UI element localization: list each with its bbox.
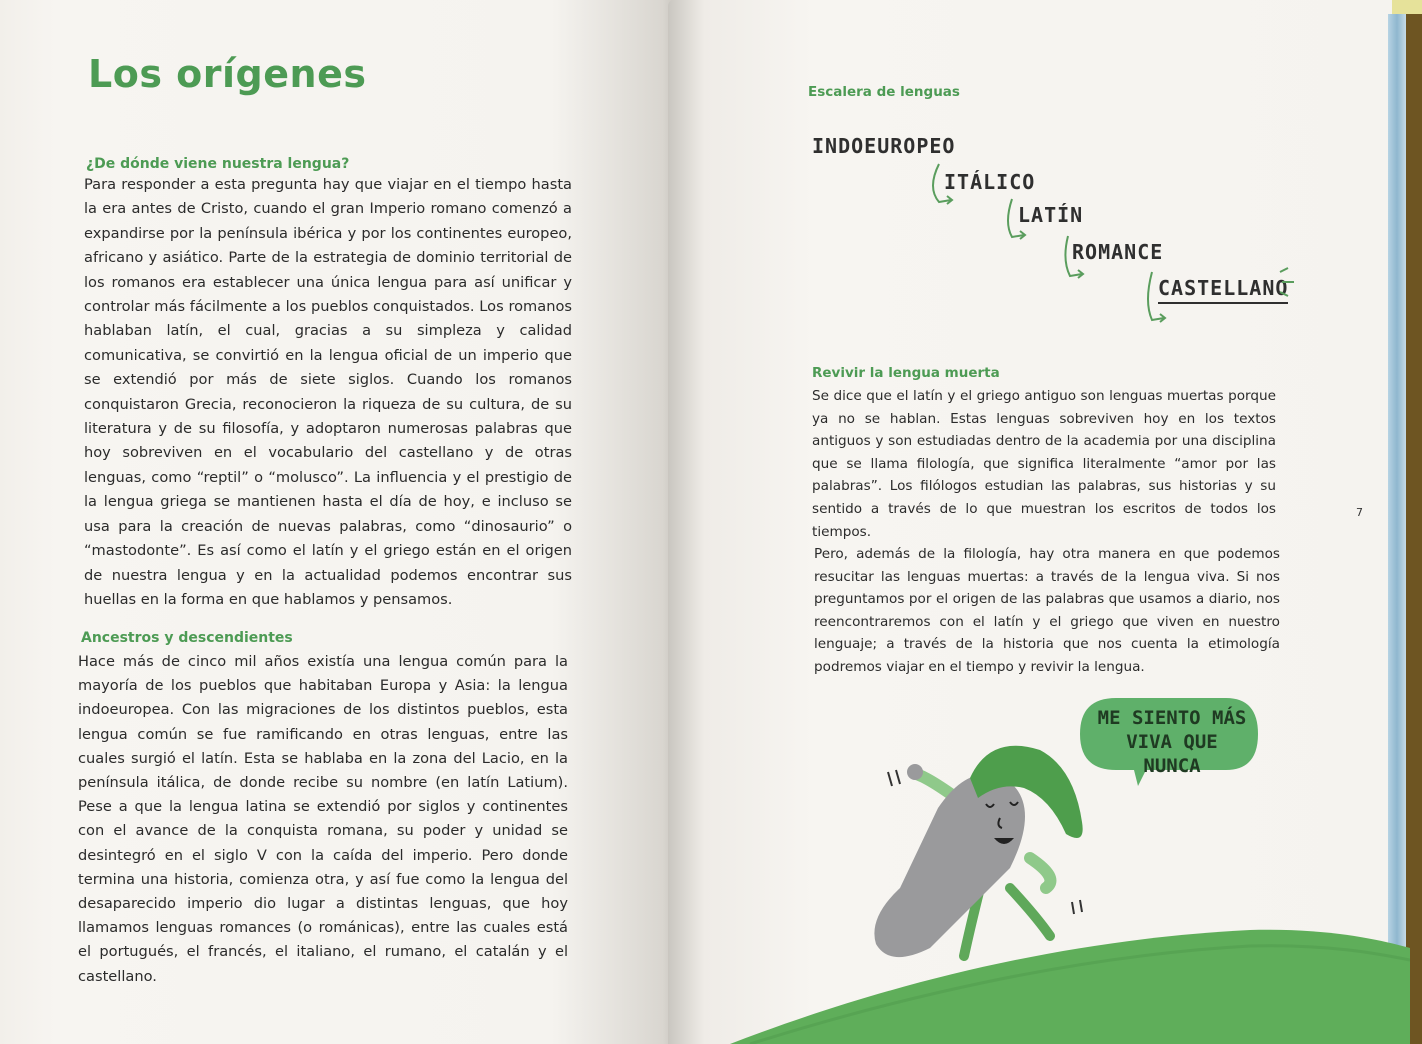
section-heading-ancestors: Ancestros y descendientes — [81, 630, 293, 646]
ladder-step-italico: ITÁLICO — [944, 170, 1036, 194]
sparkle-icon — [1274, 266, 1298, 302]
ladder-arrow-icon — [925, 160, 965, 210]
section-heading-origin: ¿De dónde viene nuestra lengua? — [86, 156, 350, 172]
character-illustration — [860, 738, 1110, 978]
ladder-title: Escalera de lenguas — [808, 84, 960, 100]
section-text-origin: Para responder a esta pregunta hay que viajar en el tiempo hasta la era antes de Cristo, cuando el gran Imperio romano comenzó a expandirse por la península ibérica y por los continentes europeo, africano y asiático. Parte de la estrategia de dominio territorial de los romanos era establecer una única lengua para así unificar y controlar más fácilmente a los pueblos conquistados. Los romanos hablaban latín, el cual, gracias a su simpleza y calidad comunicativa, se convirtió en la lengua oficial de un imperio que se extendió por más de siete siglos. Cuando los romanos conquistaron Grecia, reconocieron la riqueza de su cultura, de su literatura y de su filosofía, y adoptaron numerosas palabras que hoy sobreviven en el vocabulario del castellano y de otras lenguas, como “reptil” o “molusco”. La influencia y el prestigio de la lengua griega se mantienen hasta el día de hoy, e incluso se usa para la creación de nuevas palabras, como “dinosaurio” o “mastodonte”. Es así como el latín y el griego están en el origen de nuestra lengua y en la actualidad podemos encontrar sus huellas en la forma en que hablamos y pensamos. — [84, 176, 572, 608]
section-text-revive-1: Se dice que el latín y el griego antiguo son lenguas muertas porque ya no se hablan. Estas lenguas sobreviven hoy en los textos antiguos y son estudiadas dentro de la academia por una disciplina que se llama filología, que significa literalmente “amor por las palabras”. Los filólogos estudian las palabras, sus historias y su sentido a través de lo que muestran los escritos de todos los tiempos. — [812, 388, 1276, 540]
ladder-step-latin: LATÍN — [1018, 203, 1084, 227]
ladder-arrow-icon — [998, 195, 1038, 245]
ladder-step-castellano: CASTELLANO — [1158, 276, 1288, 304]
section-heading-revive: Revivir la lengua muerta — [812, 365, 1000, 381]
ladder-step-romance: ROMANCE — [1072, 240, 1164, 264]
book-edge-shadow — [1406, 14, 1422, 1044]
speech-bubble-text: ME SIENTO MÁS VIVA QUE NUNCA — [1097, 707, 1247, 777]
page-title: Los orígenes — [88, 52, 367, 96]
ladder-arrow-icon — [1056, 232, 1096, 282]
section-text-revive-2: Pero, además de la filología, hay otra manera en que podemos resucitar las lenguas muertas: a través de la lengua viva. Si nos preguntamos por el origen de las palabras que usamos a diario, nos reencontraremos con el latín y el griego que viven en nuestro lenguaje; a través de la historia que nos cuenta la etimología podremos viajar en el tiempo y revivir la lengua. — [814, 546, 1280, 675]
section-text-ancestors: Hace más de cinco mil años existía una lengua común para la mayoría de los pueblos que habitaban Europa y Asia: la lengua indoeuropea. Con las migraciones de los distintos pueblos, esta lengua común se fue ramificando en otras lenguas, entre las cuales surgió el latín. Esta se hablaba en la zona del Lacio, en la península itálica, de donde recibe su nombre (en latín Latium). Pese a que la lengua latina se extendió por siglos y continentes con el avance de la conquista romana, su poder y unidad se desintegró en el siglo V con la caída del imperio. Pero donde termina una historia, comienza otra, y así fue como la lengua del desaparecido imperio dio lugar a distintas lenguas, que hoy llamamos lenguas romances (o románicas), entre las cuales está el portugués, el francés, el italiano, el rumano, el catalán y el castellano. — [78, 653, 568, 985]
page-number: 7 — [1356, 506, 1363, 519]
ladder-step-indoeuropeo: INDOEUROPEO — [812, 134, 956, 158]
book-edge-blue — [1388, 14, 1406, 1044]
ladder-arrow-icon — [1138, 268, 1178, 330]
